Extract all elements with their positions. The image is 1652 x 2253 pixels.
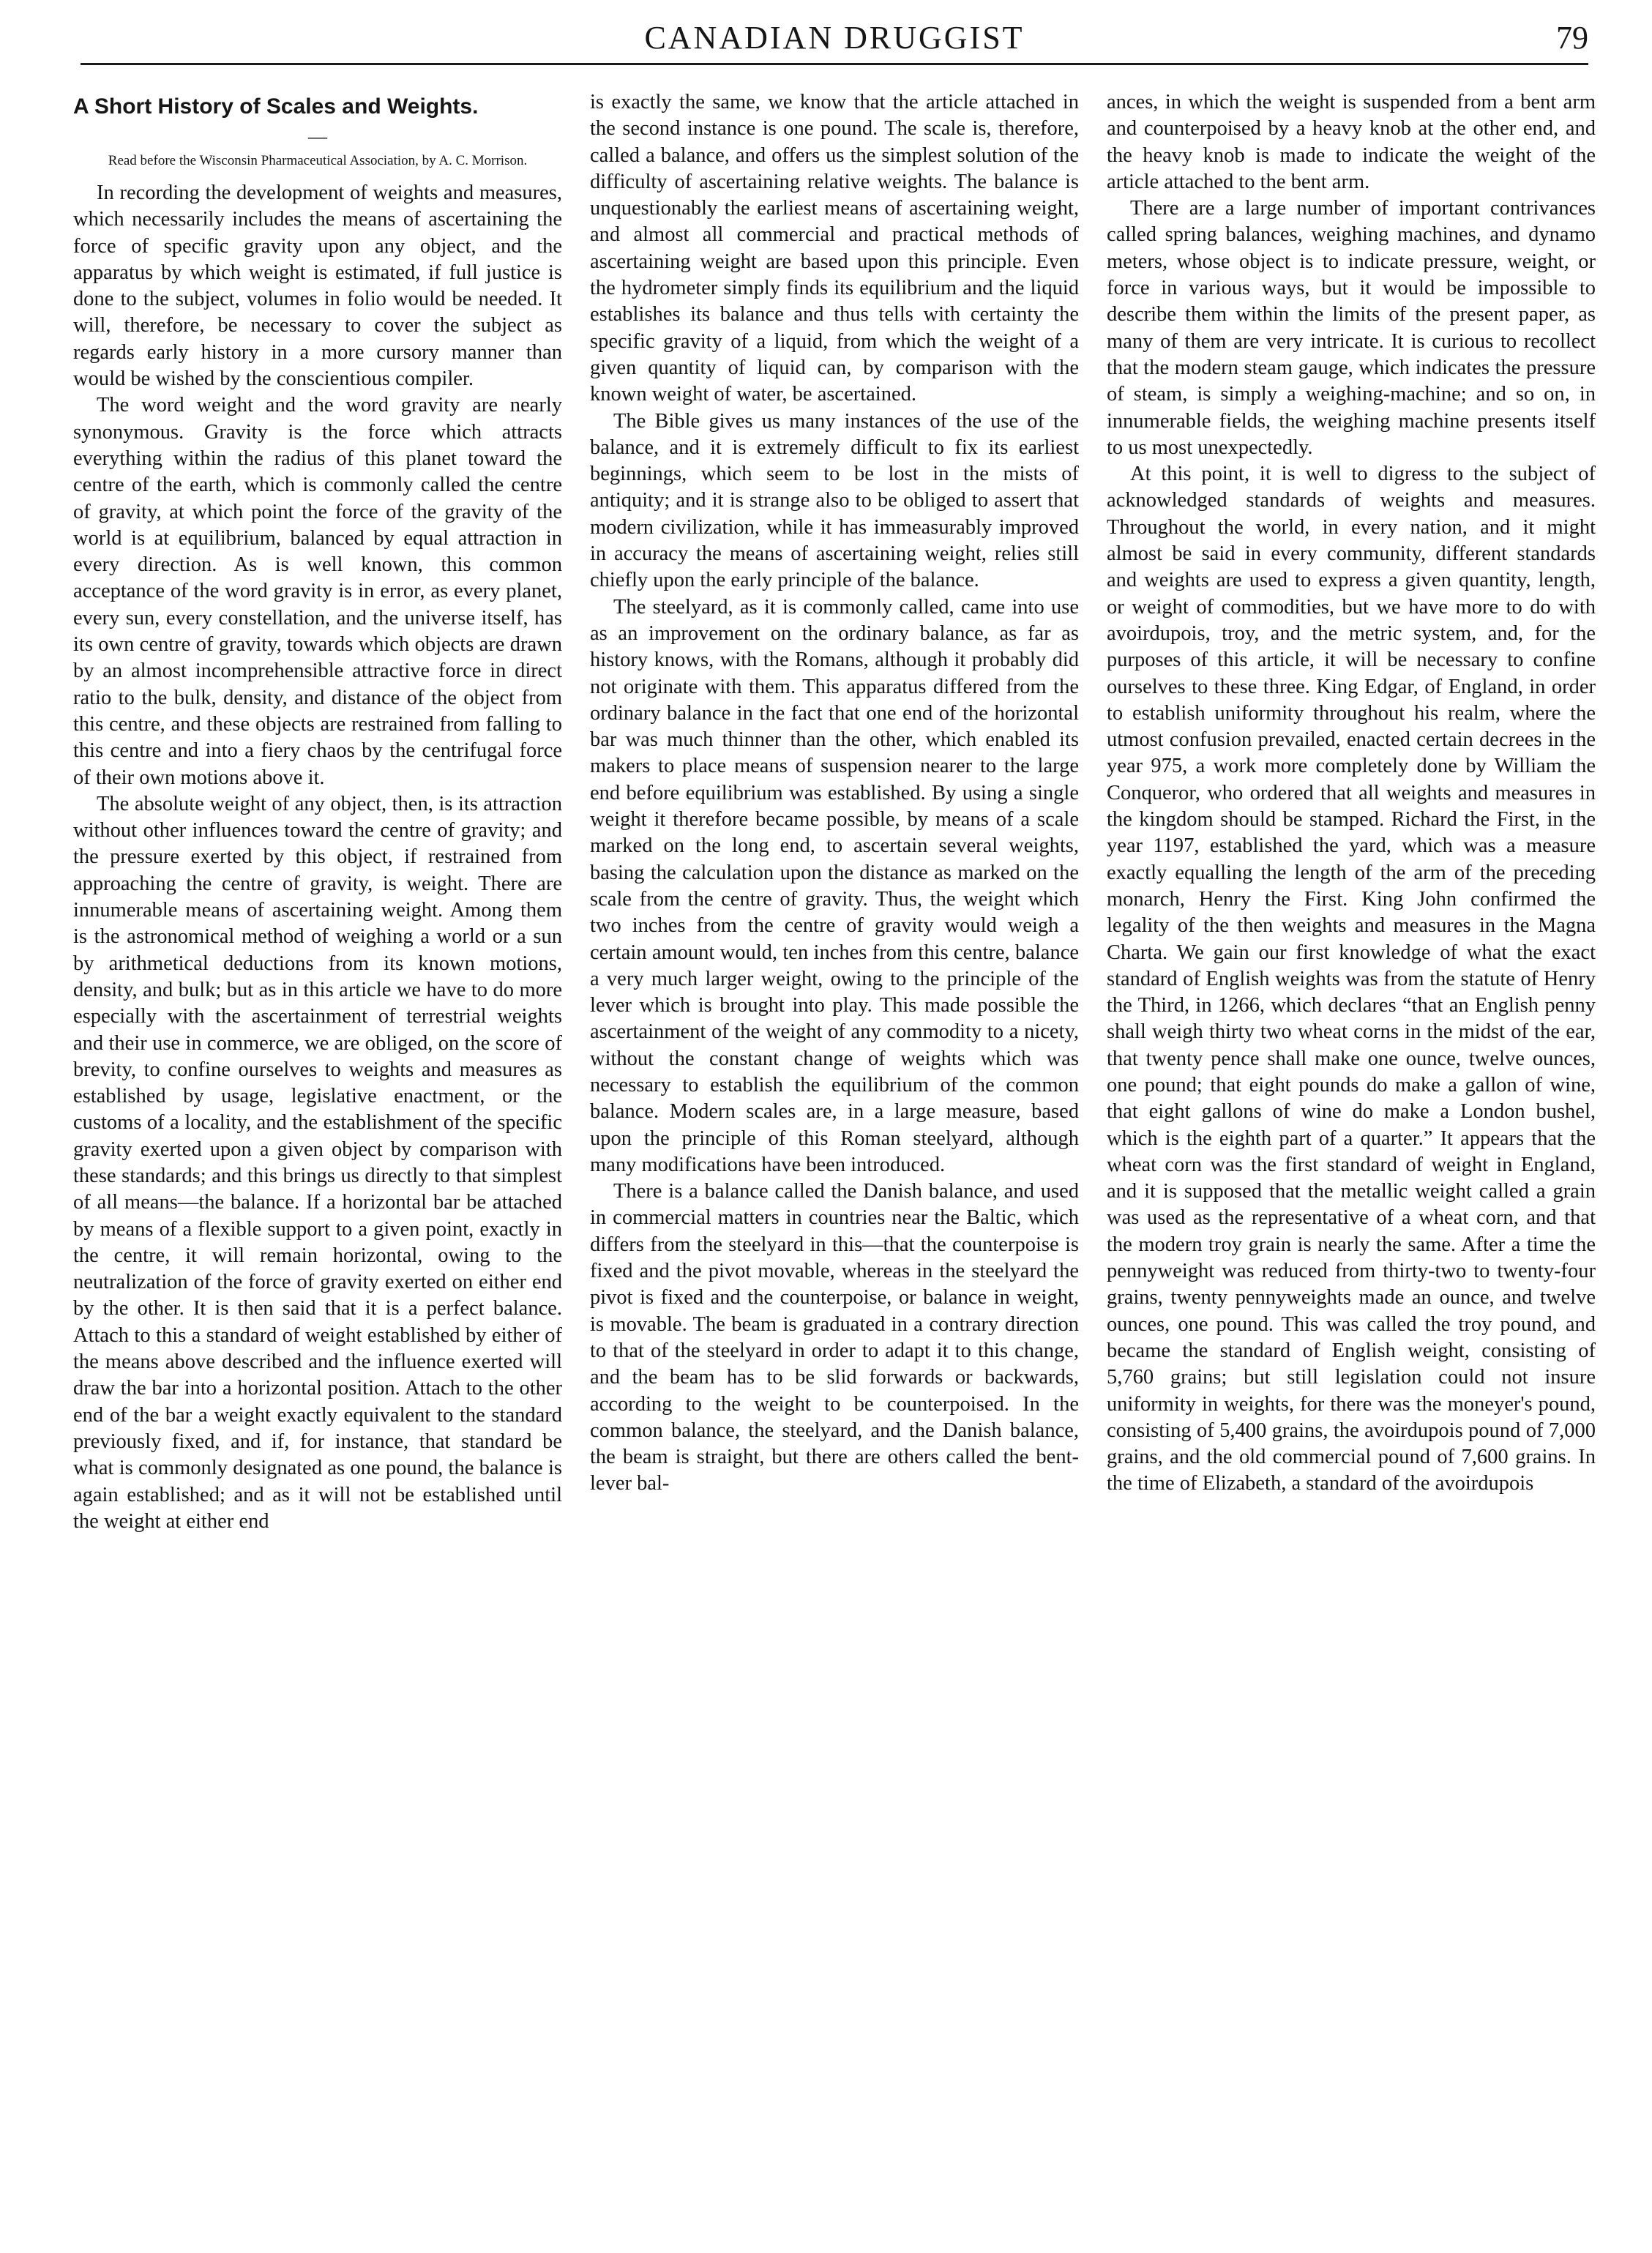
article-body xyxy=(73,89,1596,2234)
paragraph: The Bible gives us many instances of the use of the balance, and it is extremely difficult to fix its earliest beginnings, which seem to be lost in the mists of antiquity; and it is strange also to be obliged to assert that modern civilization, while it has immeasurably improved in accuracy the means of ascertaining weight, relies still chiefly upon the early principle of the balance. xyxy=(590,409,1079,592)
paragraph: The word weight and the word gravity are nearly synonymous. Gravity is the force which attracts everything within the radius of this planet toward the centre of the earth, which is commonly called the centre of gravity, at which point the force of the gravity of the world is at equilibrium, balanced by equal attraction in every direction. As is well known, this common acceptance of the word gravity is in error, as every planet, every sun, every constellation, and the universe itself, has its own centre of gravity, towards which objects are drawn by an almost incomprehensible attractive force in direct ratio to the bulk, density, and distance of the object from this centre, and these objects are restrained from falling to this centre and into a fiery chaos by the centrifugal force of their own motions above it. xyxy=(73,394,562,789)
title-dash: — xyxy=(308,126,327,147)
paragraph: There is a balance called the Danish balance, and used in commercial matters in countries near the Baltic, which differs from the steelyard in this—that the counterpoise is fixed and the pivot movable, whereas in the steelyard the pivot is fixed and the counterpoise, or balance in weight, is movable. The beam is graduated in a contrary direction to that of the steelyard in order to adapt it to this change, and the beam has to be slid forwards or backwards, according to the weight to be counterpoised. In the common balance, the steelyard, and the Danish balance, the beam is straight, but there are others called the bent-lever bal- xyxy=(590,1180,1079,1495)
paragraph: In recording the development of weights and measures, which necessarily includes the means of ascertaining the force of specific gravity upon any object, and the apparatus by which weight is estimated, if full justice is done to the subject, volumes in folio would be needed. It will, therefore, be necessary to cover the subject as regards early history in a more cursory manner than would be wished by the conscientious compiler. xyxy=(73,182,562,391)
page-number: 79 xyxy=(1556,20,1588,56)
paragraph: The steelyard, as it is commonly called, came into use as an improvement on the ordinary balance, as far as history knows, with the Romans, although it probably did not originate with them. This apparatus differed from the ordinary balance in the fact that one end of the horizontal bar was much thinner than the other, which enabled its makers to place means of suspension nearer to the large end before equilibrium was established. By using a single weight it therefore became possible, by means of a scale marked on the long end, to ascertain several weights, basing the calculation upon the distance as marked on the scale from the centre of gravity. Thus, the weight which two inches from the centre of gravity would weigh a certain amount would, ten inches from this centre, balance a very much larger weight, owing to the principle of the lever which is brought into play. This made possible the ascertainment of the weight of any commodity to a nicety, without the constant change of weights which was necessary to establish the equilibrium of the common balance. Modern scales are, in a large measure, based upon the principle of this Roman steelyard, although many modifications have been introduced. xyxy=(590,595,1079,1176)
journal-title: CANADIAN DRUGGIST xyxy=(644,20,1025,56)
paragraph: There are a large number of important contrivances called spring balances, weighing machines, and dynamo meters, whose object is to indicate pressure, weight, or force in various ways, but it would be impossible to describe them within the limits of the present paper, as many of them are very intricate. It is curious to recollect that the modern steam gauge, which indicates the pressure of steam, is simply a weighing-machine; and so on, in innumerable fields, the weighing machine presents itself to us most unexpectedly. xyxy=(1107,197,1596,459)
article-byline: Read before the Wisconsin Pharmaceutical Association, by A. C. Morrison. xyxy=(108,153,528,168)
paragraph: is exactly the same, we know that the article attached in the second instance is one pound. The scale is, therefore, called a balance, and offers us the simplest solution of the difficulty of ascertaining relative weights. The balance is unquestionably the earliest means of ascertaining weight, and almost all commercial and practical methods of ascertaining weight are based upon this principle. Even the hydrometer simply finds its equilibrium and the liquid establishes its balance and thus tells with certainty the specific gravity of a liquid, from which the weight of a given quantity of liquid can, by comparison with the known weight of water, be ascertained. xyxy=(590,91,1079,406)
paragraph: At this point, it is well to digress to the subject of acknowledged standards of weights and measures. Throughout the world, in every nation, and it might almost be said in every community, different standards and weights are used to express a given quantity, length, or weight of commodities, but we have more to do with avoirdupois, troy, and the metric system, and, for the purposes of this article, it will be necessary to confine ourselves to these three. King Edgar, of England, in order to establish uniformity throughout his realm, where the utmost confusion prevailed, enacted certain decrees in the year 975, a work more completely done by William the Conqueror, who ordered that all weights and measures in the kingdom should be stamped. Richard the First, in the year 1197, established the yard, which was a measure exactly equalling the length of the arm of the preceding monarch, Henry the First. King John confirmed the legality of the then weights and measures in the Magna Charta. We gain our first knowledge of what the exact standard of English weights was from the statute of Henry the Third, in 1266, which declares “that an English penny shall weigh thirty two wheat corns in the midst of the ear, that twenty pence shall make one ounce, twelve ounces, one pound; that eight pounds do make a gallon of wine, that eight gallons of wine do make a London bushel, which is the eighth part of a quarter.” It appears that the wheat corn was the first standard of weight in England, and it is supposed that the metallic weight called a grain was used as the representative of a wheat corn, and that the modern troy grain is nearly the same. After a time the pennyweight was reduced from thirty-two to twenty-four grains, twenty pennyweights made an ounce, and twelve ounces, one pound. This was called the troy pound, and became the standard of English weight, consisting of 5,760 grains; but still legislation could not insure uniformity in weights, for there was the moneyer's pound, consisting of 5,400 grains, the avoirdupois pound of 7,000 grains, and the old commercial pound of 7,600 grains. In the time of Elizabeth, a standard of the avoirdupois xyxy=(1107,463,1596,1495)
paragraph: The absolute weight of any object, then, is its attraction without other influences toward the centre of gravity; and the pressure exerted by this object, if restrained from approaching the centre of gravity, is weight. There are innumerable means of ascertaining weight. Among them is the astronomical method of weighing a world or a sun by arithmetical deductions from its known motions, density, and bulk; but as in this article we have to do more especially with the ascertainment of terrestrial weights and their use in commerce, we are obliged, on the score of brevity, to confine ourselves to weights and measures as established by usage, legislative enactment, or the customs of a locality, and the establishment of the specific gravity exerted upon a given object by comparison with these standards; and this brings us directly to that simplest of all means—the balance. If a horizontal bar be attached by means of a flexible support to a given point, exactly in the centre, it will remain horizontal, owing to the neutralization of the force of gravity exerted on either end by the other. It is then said that it is a perfect balance. Attach to this a standard of weight established by either of the means above described and the influence exerted will draw the bar into a horizontal position. Attach to the other end of the bar a weight exactly equivalent to the standard previously fixed, and if, for instance, that standard be what is commonly designated as one pound, the balance is again established; and as it will not be established until the weight at either end xyxy=(73,792,562,1533)
paragraph: ances, in which the weight is suspended from a bent arm and counterpoised by a heavy knob at the other end, and the heavy knob is made to indicate the weight of the article attached to the bent arm. xyxy=(1107,91,1596,193)
article-title: A Short History of Scales and Weights. xyxy=(73,94,479,119)
column-3 xyxy=(1107,89,1596,2234)
page-header xyxy=(81,16,1588,65)
column-1 xyxy=(73,89,562,2234)
column-2 xyxy=(590,89,1079,2234)
